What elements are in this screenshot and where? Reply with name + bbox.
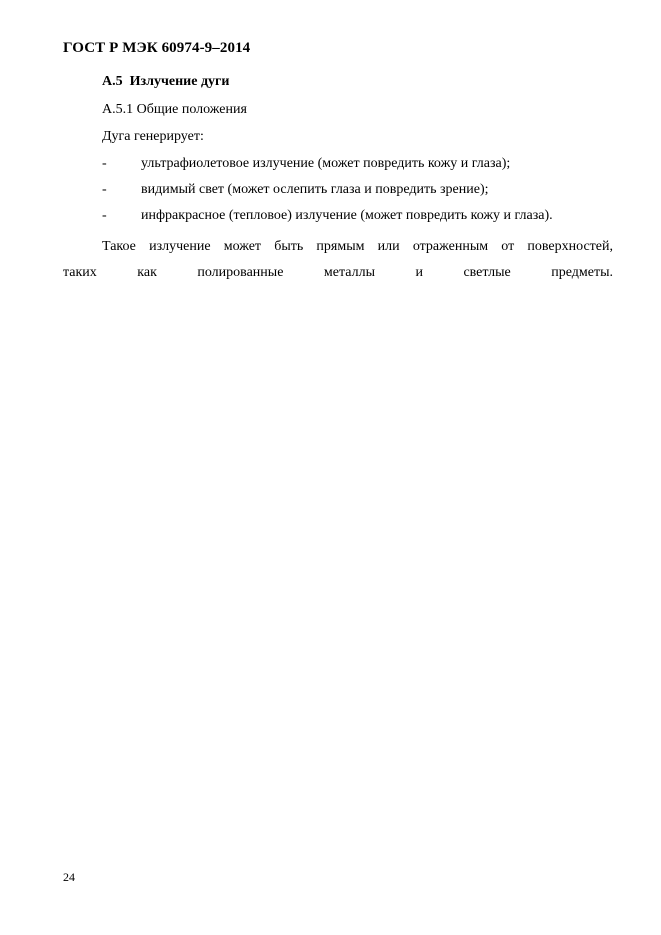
section-number: А.5 — [102, 74, 123, 89]
paragraph-line-1: Такое излучение может быть прямым или отраженным от поверхностей, — [102, 239, 613, 254]
bullet-text: инфракрасное (тепловое) излучение (может повредить кожу и глаза). — [141, 208, 553, 223]
document-header: ГОСТ Р МЭК 60974-9–2014 — [63, 40, 251, 56]
bullet-text: ультрафиолетовое излучение (может повредить кожу и глаза); — [141, 156, 511, 171]
bullet-marker: - — [102, 208, 107, 223]
intro-text: Дуга генерирует: — [102, 129, 204, 144]
paragraph-line-2: таких как полированные металлы и светлые предметы. — [63, 265, 613, 280]
page-number: 24 — [63, 870, 75, 884]
bullet-marker: - — [102, 156, 107, 171]
section-title: Излучение дуги — [129, 74, 230, 89]
subsection-heading: А.5.1 Общие положения — [102, 102, 247, 117]
bullet-text: видимый свет (может ослепить глаза и повредить зрение); — [141, 182, 489, 197]
bullet-marker: - — [102, 182, 107, 197]
section-heading — [102, 74, 229, 90]
